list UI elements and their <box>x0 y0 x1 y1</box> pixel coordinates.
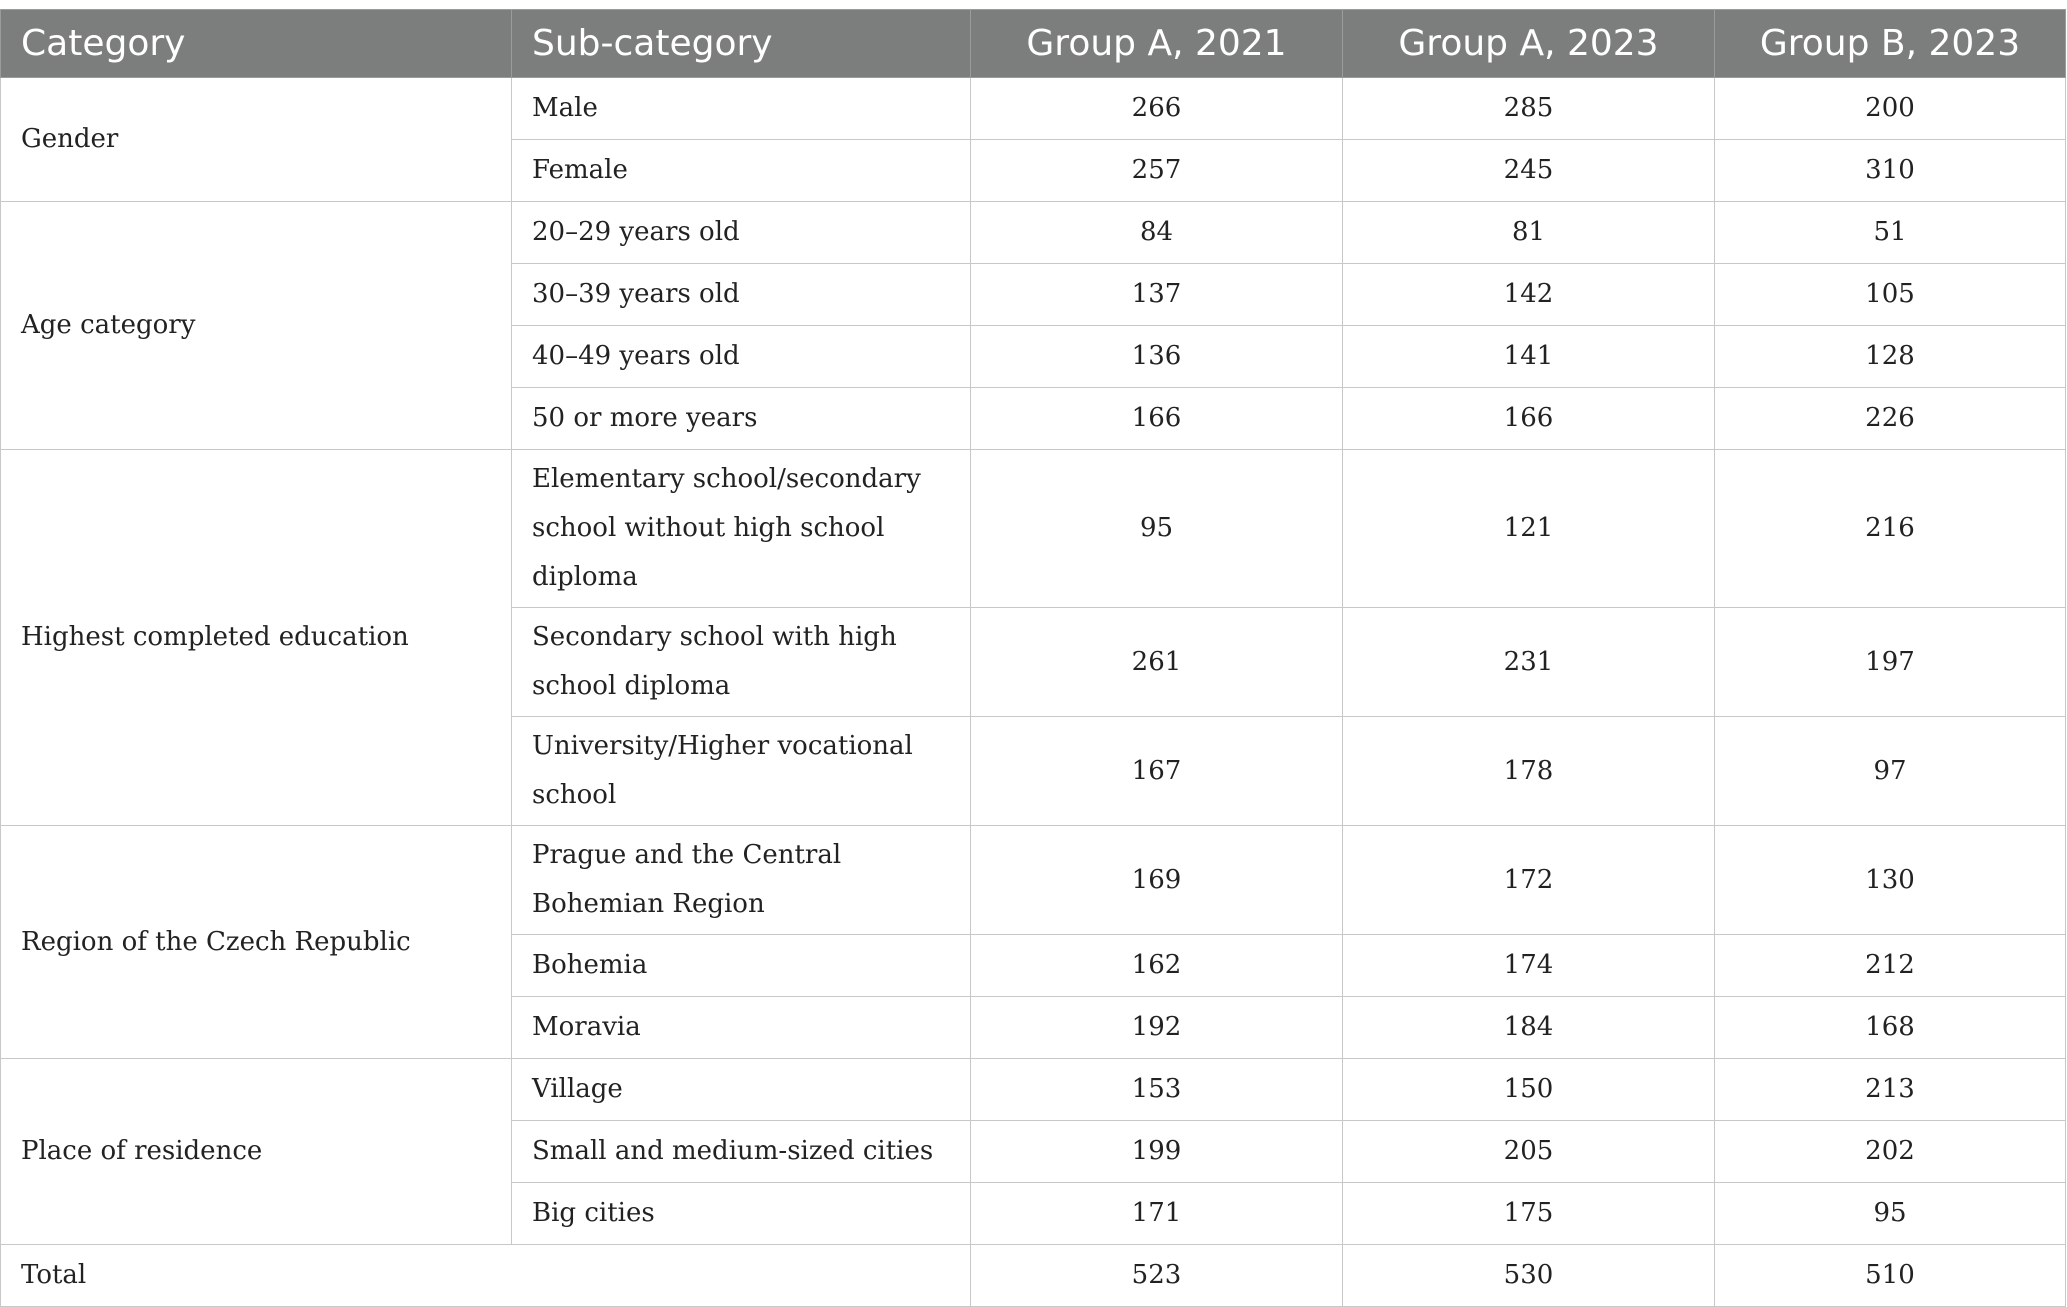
sub-category-cell: 20–29 years old <box>512 202 971 264</box>
value-cell: 166 <box>971 388 1343 450</box>
value-cell: 130 <box>1715 826 2066 935</box>
table-row <box>1 78 2066 140</box>
sub-category-cell: 50 or more years <box>512 388 971 450</box>
sub-category-cell: Bohemia <box>512 935 971 997</box>
value-cell: 105 <box>1715 264 2066 326</box>
value-cell: 213 <box>1715 1059 2066 1121</box>
value-cell: 162 <box>971 935 1343 997</box>
total-label: Total <box>1 1245 971 1307</box>
table-row <box>1 826 2066 935</box>
sub-category-cell: Small and medium-sized cities <box>512 1121 971 1183</box>
value-cell: 95 <box>1715 1183 2066 1245</box>
header-row <box>1 10 2066 78</box>
value-cell: 168 <box>1715 997 2066 1059</box>
table-row <box>1 1059 2066 1121</box>
table-row <box>1 202 2066 264</box>
category-cell: Region of the Czech Republic <box>1 826 512 1059</box>
value-cell: 81 <box>1343 202 1715 264</box>
category-cell: Gender <box>1 78 512 202</box>
header-group-a-2023: Group A, 2023 <box>1343 10 1715 78</box>
header-group-a-2021: Group A, 2021 <box>971 10 1343 78</box>
value-cell: 169 <box>971 826 1343 935</box>
value-cell: 200 <box>1715 78 2066 140</box>
value-cell: 174 <box>1343 935 1715 997</box>
total-row <box>1 1245 2066 1307</box>
value-cell: 266 <box>971 78 1343 140</box>
sub-category-cell: Elementary school/secondary school without high school diploma <box>512 450 971 608</box>
value-cell: 212 <box>1715 935 2066 997</box>
value-cell: 172 <box>1343 826 1715 935</box>
value-cell: 178 <box>1343 717 1715 826</box>
sub-category-cell: Big cities <box>512 1183 971 1245</box>
value-cell: 95 <box>971 450 1343 608</box>
value-cell: 216 <box>1715 450 2066 608</box>
value-cell: 261 <box>971 608 1343 717</box>
value-cell: 97 <box>1715 717 2066 826</box>
sub-category-cell: Prague and the Central Bohemian Region <box>512 826 971 935</box>
sub-category-cell: 30–39 years old <box>512 264 971 326</box>
header-group-b-2023: Group B, 2023 <box>1715 10 2066 78</box>
sub-category-cell: Moravia <box>512 997 971 1059</box>
value-cell: 121 <box>1343 450 1715 608</box>
value-cell: 192 <box>971 997 1343 1059</box>
value-cell: 137 <box>971 264 1343 326</box>
header-category: Category <box>1 10 512 78</box>
sub-category-cell: University/Higher vocational school <box>512 717 971 826</box>
value-cell: 171 <box>971 1183 1343 1245</box>
value-cell: 205 <box>1343 1121 1715 1183</box>
value-cell: 166 <box>1343 388 1715 450</box>
value-cell: 51 <box>1715 202 2066 264</box>
total-value-cell: 530 <box>1343 1245 1715 1307</box>
table-body <box>1 78 2066 1307</box>
value-cell: 128 <box>1715 326 2066 388</box>
sub-category-cell: Male <box>512 78 971 140</box>
total-value-cell: 523 <box>971 1245 1343 1307</box>
sub-category-cell: 40–49 years old <box>512 326 971 388</box>
value-cell: 245 <box>1343 140 1715 202</box>
value-cell: 175 <box>1343 1183 1715 1245</box>
value-cell: 310 <box>1715 140 2066 202</box>
value-cell: 199 <box>971 1121 1343 1183</box>
value-cell: 136 <box>971 326 1343 388</box>
sub-category-cell: Female <box>512 140 971 202</box>
category-cell: Age category <box>1 202 512 450</box>
value-cell: 226 <box>1715 388 2066 450</box>
value-cell: 141 <box>1343 326 1715 388</box>
value-cell: 150 <box>1343 1059 1715 1121</box>
value-cell: 142 <box>1343 264 1715 326</box>
sub-category-cell: Village <box>512 1059 971 1121</box>
value-cell: 197 <box>1715 608 2066 717</box>
header-sub-category: Sub-category <box>512 10 971 78</box>
demographics-table <box>0 9 2066 1307</box>
category-cell: Highest completed education <box>1 450 512 826</box>
value-cell: 257 <box>971 140 1343 202</box>
value-cell: 184 <box>1343 997 1715 1059</box>
value-cell: 202 <box>1715 1121 2066 1183</box>
value-cell: 153 <box>971 1059 1343 1121</box>
value-cell: 285 <box>1343 78 1715 140</box>
value-cell: 167 <box>971 717 1343 826</box>
total-value-cell: 510 <box>1715 1245 2066 1307</box>
sub-category-cell: Secondary school with high school diploma <box>512 608 971 717</box>
value-cell: 84 <box>971 202 1343 264</box>
table-header <box>1 10 2066 78</box>
category-cell: Place of residence <box>1 1059 512 1245</box>
table-row <box>1 450 2066 608</box>
value-cell: 231 <box>1343 608 1715 717</box>
